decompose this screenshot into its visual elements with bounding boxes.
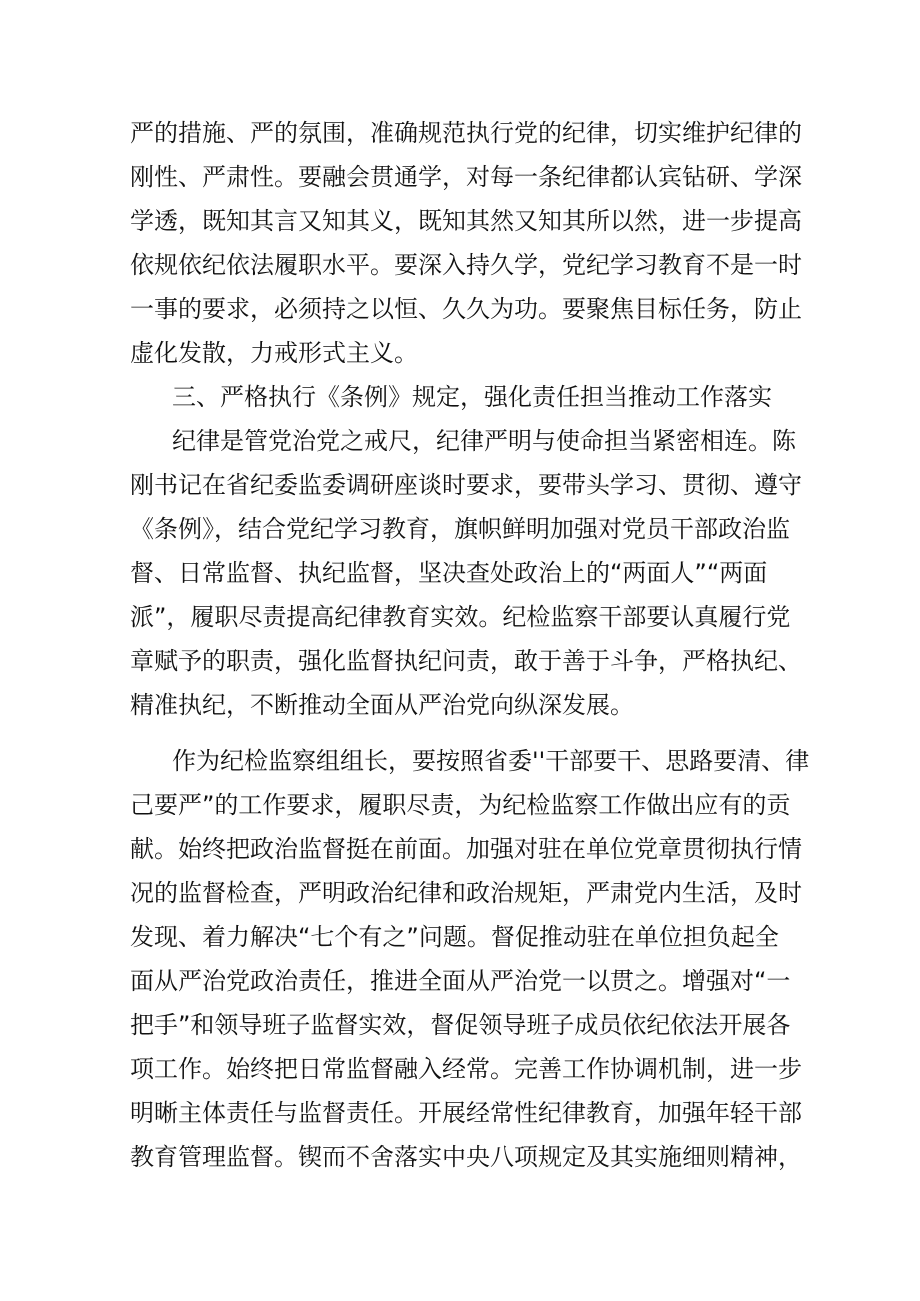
text-line-4: 依规依纪依法履职水平。要深入持久学，党纪学习教育不是一时 bbox=[130, 251, 802, 279]
text-line-10: 《条例》，结合党纪学习教育，旗帜鲜明加强对党员干部政治监 bbox=[130, 515, 790, 543]
section-heading-3: 三、严格执行《条例》规定，强化责任担当推动工作落实 bbox=[172, 383, 772, 411]
text-line-17: 献。始终把政治监督挺在前面。加强对驻在单位党章贯彻执行情 bbox=[130, 835, 802, 863]
text-line-15: 作为纪检监察组组长，要按照省委''干部要干、思路要清、律 bbox=[172, 747, 810, 775]
text-line-20: 面从严治党政治责任，推进全面从严治党一以贯之。增强对“一 bbox=[130, 967, 791, 995]
text-line-13: 章赋予的职责，强化监督执纪问责，敢于善于斗争，严格执纪、 bbox=[130, 647, 802, 675]
text-line-23: 明晰主体责任与监督责任。开展经常性纪律教育，加强年轻干部 bbox=[130, 1099, 802, 1127]
text-line-24: 教育管理监督。锲而不舍落实中央八项规定及其实施细则精神， bbox=[130, 1143, 802, 1171]
text-line-6: 虚化发散，力戒形式主义。 bbox=[130, 339, 418, 367]
text-line-11: 督、日常监督、执纪监督，坚决查处政治上的“两面人”“两面 bbox=[130, 559, 768, 587]
text-line-9: 刚书记在省纪委监委调研座谈时要求，要带头学习、贯彻、遵守 bbox=[130, 471, 802, 499]
text-line-1: 严的措施、严的氛围，准确规范执行党的纪律，切实维护纪律的 bbox=[130, 119, 802, 147]
text-line-16: 己要严”的工作要求，履职尽责，为纪检监察工作做出应有的贡 bbox=[130, 791, 791, 819]
text-line-14: 精准执纪，不断推动全面从严治党向纵深发展。 bbox=[130, 691, 634, 719]
text-line-2: 刚性、严肃性。要融会贯通学，对每一条纪律都认宾钻研、学深 bbox=[130, 163, 802, 191]
text-line-5: 一事的要求，必须持之以恒、久久为功。要聚焦目标任务，防止 bbox=[130, 295, 802, 323]
text-line-8: 纪律是管党治党之戒尺，纪律严明与使命担当紧密相连。陈 bbox=[172, 427, 796, 455]
text-line-19: 发现、着力解决“七个有之”问题。督促推动驻在单位担负起全 bbox=[130, 923, 779, 951]
text-line-12: 派”，履职尽责提高纪律教育实效。纪检监察干部要认真履行党 bbox=[130, 603, 791, 631]
text-line-21: 把手”和领导班子监督实效，督促领导班子成员依纪依法开展各 bbox=[130, 1011, 791, 1039]
text-line-18: 况的监督检查，严明政治纪律和政治规矩，严肃党内生活，及时 bbox=[130, 879, 802, 907]
text-line-22: 项工作。始终把日常监督融入经常。完善工作协调机制，进一步 bbox=[130, 1055, 802, 1083]
text-line-3: 学透，既知其言又知其义，既知其然又知其所以然，进一步提高 bbox=[130, 207, 802, 235]
